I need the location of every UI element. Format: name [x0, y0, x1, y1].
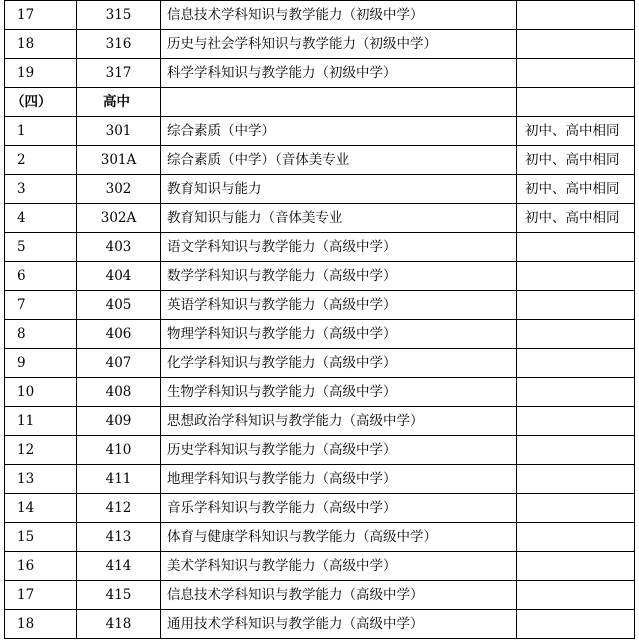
table-row [5, 1, 635, 30]
subject-name: 化学学科知识与教学能力（高级中学） [161, 349, 517, 378]
row-number: 15 [5, 523, 77, 552]
table-row [5, 494, 635, 523]
remark [517, 552, 635, 581]
subject-code-table-body [5, 1, 635, 639]
subject-code: 405 [77, 291, 161, 320]
subject-code: 411 [77, 465, 161, 494]
subject-name: 综合素质（中学）（音体美专业 [161, 146, 517, 175]
section-number: （四） [5, 88, 77, 117]
subject-name: 语文学科知识与教学能力（高级中学） [161, 233, 517, 262]
row-number: 17 [5, 1, 77, 30]
row-number: 13 [5, 465, 77, 494]
subject-name [161, 88, 517, 117]
row-number: 19 [5, 59, 77, 88]
remark [517, 610, 635, 639]
table-row [5, 59, 635, 88]
subject-code: 403 [77, 233, 161, 262]
remark [517, 581, 635, 610]
subject-name: 信息技术学科知识与教学能力（高级中学） [161, 581, 517, 610]
section-title: 高中 [77, 88, 161, 117]
remark [517, 523, 635, 552]
subject-code: 301A [77, 146, 161, 175]
subject-name: 教育知识与能力 [161, 175, 517, 204]
row-number: 3 [5, 175, 77, 204]
row-number: 6 [5, 262, 77, 291]
remark [517, 378, 635, 407]
subject-code: 316 [77, 30, 161, 59]
row-number: 10 [5, 378, 77, 407]
row-number: 11 [5, 407, 77, 436]
subject-code: 415 [77, 581, 161, 610]
table-row [5, 175, 635, 204]
subject-code-table [4, 0, 635, 639]
subject-name: 科学学科知识与教学能力（初级中学） [161, 59, 517, 88]
table-row [5, 146, 635, 175]
subject-code: 404 [77, 262, 161, 291]
table-row [5, 378, 635, 407]
row-number: 14 [5, 494, 77, 523]
row-number: 4 [5, 204, 77, 233]
subject-name: 美术学科知识与教学能力（高级中学） [161, 552, 517, 581]
subject-code: 315 [77, 1, 161, 30]
remark [517, 1, 635, 30]
subject-name: 数学学科知识与教学能力（高级中学） [161, 262, 517, 291]
subject-name: 英语学科知识与教学能力（高级中学） [161, 291, 517, 320]
subject-name: 体育与健康学科知识与教学能力（高级中学） [161, 523, 517, 552]
section-header-row [5, 88, 635, 117]
subject-name: 物理学科知识与教学能力（高级中学） [161, 320, 517, 349]
subject-code: 302A [77, 204, 161, 233]
subject-name: 综合素质（中学） [161, 117, 517, 146]
subject-name: 信息技术学科知识与教学能力（初级中学） [161, 1, 517, 30]
row-number: 1 [5, 117, 77, 146]
remark [517, 494, 635, 523]
table-row [5, 581, 635, 610]
row-number: 17 [5, 581, 77, 610]
subject-code: 302 [77, 175, 161, 204]
subject-name: 生物学科知识与教学能力（高级中学） [161, 378, 517, 407]
remark [517, 465, 635, 494]
remark: 初中、高中相同 [517, 117, 635, 146]
subject-code: 414 [77, 552, 161, 581]
table-row [5, 523, 635, 552]
remark: 初中、高中相同 [517, 146, 635, 175]
subject-code: 317 [77, 59, 161, 88]
remark [517, 233, 635, 262]
remark [517, 262, 635, 291]
row-number: 7 [5, 291, 77, 320]
remark [517, 436, 635, 465]
table-row [5, 291, 635, 320]
remark [517, 407, 635, 436]
row-number: 18 [5, 30, 77, 59]
table-row [5, 552, 635, 581]
table-row [5, 262, 635, 291]
row-number: 5 [5, 233, 77, 262]
subject-name: 历史与社会学科知识与教学能力（初级中学） [161, 30, 517, 59]
table-row [5, 233, 635, 262]
row-number: 8 [5, 320, 77, 349]
table-row [5, 407, 635, 436]
subject-code: 412 [77, 494, 161, 523]
row-number: 9 [5, 349, 77, 378]
row-number: 18 [5, 610, 77, 639]
subject-code: 410 [77, 436, 161, 465]
subject-name: 地理学科知识与教学能力（高级中学） [161, 465, 517, 494]
remark [517, 349, 635, 378]
row-number: 16 [5, 552, 77, 581]
remark [517, 291, 635, 320]
table-row [5, 117, 635, 146]
subject-code: 413 [77, 523, 161, 552]
subject-name: 音乐学科知识与教学能力（高级中学） [161, 494, 517, 523]
table-row [5, 30, 635, 59]
subject-code: 406 [77, 320, 161, 349]
table-row [5, 320, 635, 349]
table-row [5, 610, 635, 639]
table-row [5, 465, 635, 494]
subject-code: 407 [77, 349, 161, 378]
subject-code: 409 [77, 407, 161, 436]
table-row [5, 204, 635, 233]
remark [517, 30, 635, 59]
subject-name: 思想政治学科知识与教学能力（高级中学） [161, 407, 517, 436]
remark: 初中、高中相同 [517, 175, 635, 204]
subject-name: 教育知识与能力（音体美专业 [161, 204, 517, 233]
subject-code: 301 [77, 117, 161, 146]
remark [517, 320, 635, 349]
subject-name: 历史学科知识与教学能力（高级中学） [161, 436, 517, 465]
subject-code: 418 [77, 610, 161, 639]
subject-code: 408 [77, 378, 161, 407]
subject-name: 通用技术学科知识与教学能力（高级中学） [161, 610, 517, 639]
remark [517, 59, 635, 88]
row-number: 12 [5, 436, 77, 465]
remark [517, 88, 635, 117]
table-row [5, 349, 635, 378]
row-number: 2 [5, 146, 77, 175]
table-row [5, 436, 635, 465]
remark: 初中、高中相同 [517, 204, 635, 233]
